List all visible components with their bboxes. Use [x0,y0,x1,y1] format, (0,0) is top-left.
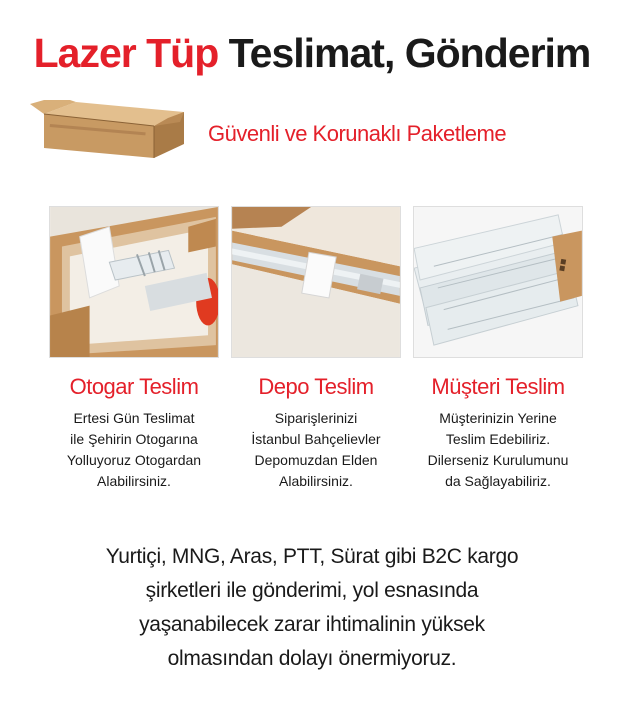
shipping-note: Yurtiçi, MNG, Aras, PTT, Sürat gibi B2C kargo şirketleri ile gönderimi, yol esnasında yaşanabilecek zarar ihtimalinin yüksek olmasından dolayı önermiyoruz. [105,545,519,670]
cardboard-box-icon [30,100,190,160]
card-title: Depo Teslim [258,374,374,399]
musteri-package-photo [413,206,583,358]
card-description: Siparişlerinizi İstanbul Bahçelievler Depomuzdan Elden Alabilirsiniz. [251,410,381,489]
depo-package-photo [231,206,401,358]
card-depo [231,206,401,489]
card-title: Müşteri Teslim [431,374,565,399]
otogar-package-photo [49,206,219,358]
title-highlight: Lazer Tüp [33,30,219,76]
svg-text:▪▪: ▪▪ [556,257,570,273]
card-musteri [413,206,583,489]
title-rest: Teslimat, Gönderim [228,30,591,76]
card-description: Ertesi Gün Teslimat ile Şehirin Otogarına Yolluyoruz Otogardan Alabilirsiniz. [66,410,202,489]
card-description: Müşterinizin Yerine Teslim Edebiliriz. Dilerseniz Kurulumunu da Sağlayabiliriz. [427,410,569,489]
subtitle: Güvenli ve Korunaklı Paketleme [208,121,507,146]
card-title: Otogar Teslim [69,374,199,399]
page-title [0,30,624,77]
card-otogar [49,206,219,489]
